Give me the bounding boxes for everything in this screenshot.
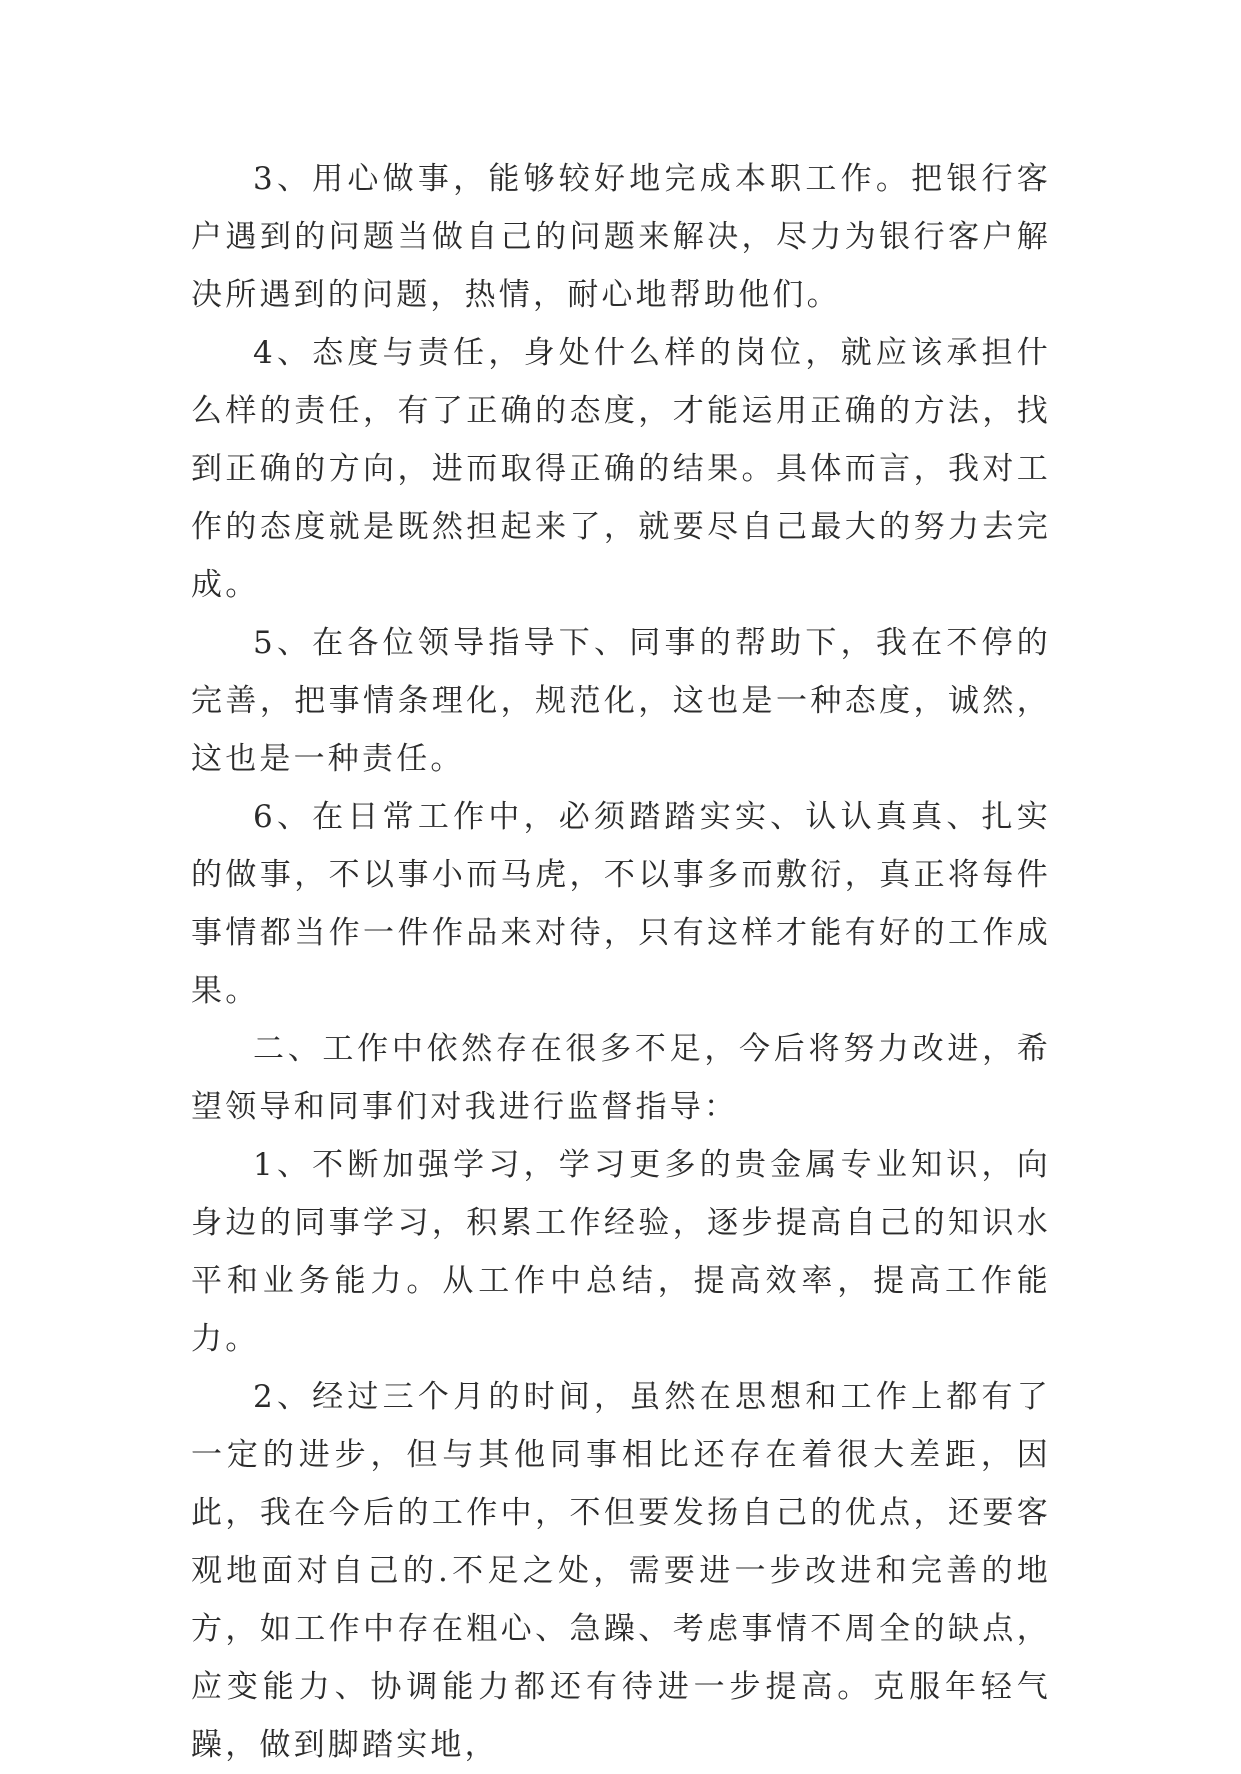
paragraph-item-6: 6、在日常工作中，必须踏踏实实、认认真真、扎实的做事，不以事小而马虎，不以事多而敷衍，真正将每件事情都当作一件作品来对待，只有这样才能有好的工作成果。: [191, 799, 1051, 1009]
paragraph-item-5: 5、在各位领导指导下、同事的帮助下，我在不停的完善，把事情条理化，规范化，这也是一种态度，诚然，这也是一种责任。: [191, 625, 1051, 777]
paragraph-improvement-1: 1、不断加强学习，学习更多的贵金属专业知识，向身边的同事学习，积累工作经验，逐步提高自己的知识水平和业务能力。从工作中总结，提高效率，提高工作能力。: [191, 1147, 1051, 1357]
paragraph-item-4: 4、态度与责任，身处什么样的岗位，就应该承担什么样的责任，有了正确的态度，才能运用正确的方法，找到正确的方向，进而取得正确的结果。具体而言，我对工作的态度就是既然担起来了，就要尽自己最大的努力去完成。: [191, 335, 1051, 603]
section-two-heading: 二、工作中依然存在很多不足，今后将努力改进，希望领导和同事们对我进行监督指导：: [191, 1031, 1051, 1125]
paragraph-item-3: 3、用心做事，能够较好地完成本职工作。把银行客户遇到的问题当做自己的问题来解决，尽力为银行客户解决所遇到的问题，热情，耐心地帮助他们。: [191, 161, 1051, 313]
document-body: [191, 150, 1051, 1774]
paragraph-improvement-2: 2、经过三个月的时间，虽然在思想和工作上都有了一定的进步，但与其他同事相比还存在着很大差距，因此，我在今后的工作中，不但要发扬自己的优点，还要客观地面对自己的.不足之处，需要进一步改进和完善的地方，如工作中存在粗心、急躁、考虑事情不周全的缺点，应变能力、协调能力都还有待进一步提高。克服年轻气躁，做到脚踏实地，: [191, 1379, 1051, 1763]
